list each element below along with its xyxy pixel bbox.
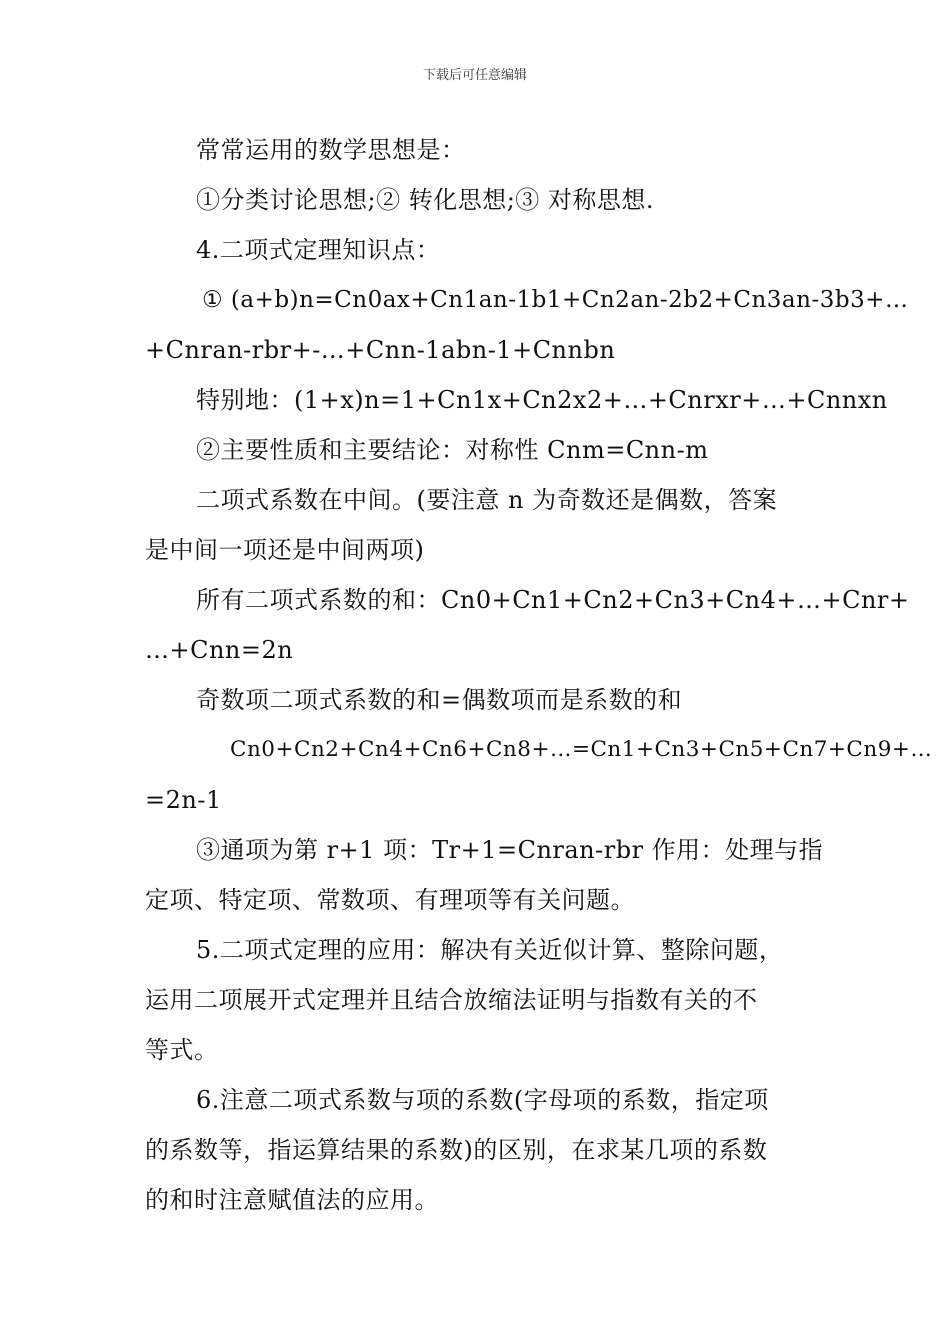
text-line: 4.二项式定理知识点：: [196, 236, 441, 264]
text-line: 的和时注意赋值法的应用。: [145, 1186, 439, 1214]
text-line: =2n-1: [145, 786, 222, 814]
text-line: ① (a+b)n=Cn0ax+Cn1an-1b1+Cn2an-2b2+Cn3an-3b3+…: [202, 287, 909, 313]
text-line: ①分类讨论思想;② 转化思想;③ 对称思想.: [196, 186, 655, 214]
text-line: 常常运用的数学思想是：: [196, 136, 466, 164]
text-line: 定项、特定项、常数项、有理项等有关问题。: [145, 886, 635, 914]
text-line: 6.注意二项式系数与项的系数(字母项的系数，指定项: [196, 1086, 769, 1114]
text-line: …+Cnn=2n: [145, 636, 294, 664]
page-header: 下载后可任意编辑: [422, 68, 527, 83]
text-line: 所有二项式系数的和：Cn0+Cn1+Cn2+Cn3+Cn4+…+Cnr+: [196, 586, 910, 614]
text-line: 特别地：(1+x)n=1+Cn1x+Cn2x2+…+Cnrxr+…+Cnnxn: [196, 386, 888, 414]
text-line: Cn0+Cn2+Cn4+Cn6+Cn8+…=Cn1+Cn3+Cn5+Cn7+Cn9+…: [230, 737, 933, 762]
text-line: 是中间一项还是中间两项): [145, 536, 425, 564]
text-line: 二项式系数在中间。(要注意 n 为奇数还是偶数，答案: [196, 486, 778, 514]
text-line: 运用二项展开式定理并且结合放缩法证明与指数有关的不: [145, 986, 758, 1014]
text-line: ②主要性质和主要结论：对称性 Cnm=Cnn-m: [196, 436, 709, 464]
text-line: 奇数项二项式系数的和=偶数项而是系数的和: [196, 686, 683, 714]
text-line: 的系数等，指运算结果的系数)的区别，在求某几项的系数: [145, 1136, 768, 1164]
text-line: 等式。: [145, 1036, 219, 1064]
text-line: +Cnran-rbr+-…+Cnn-1abn-1+Cnnbn: [145, 336, 616, 364]
text-line: 5.二项式定理的应用：解决有关近似计算、整除问题，: [196, 936, 784, 964]
text-line: ③通项为第 r+1 项：Tr+1=Cnran-rbr 作用：处理与指: [196, 836, 824, 864]
